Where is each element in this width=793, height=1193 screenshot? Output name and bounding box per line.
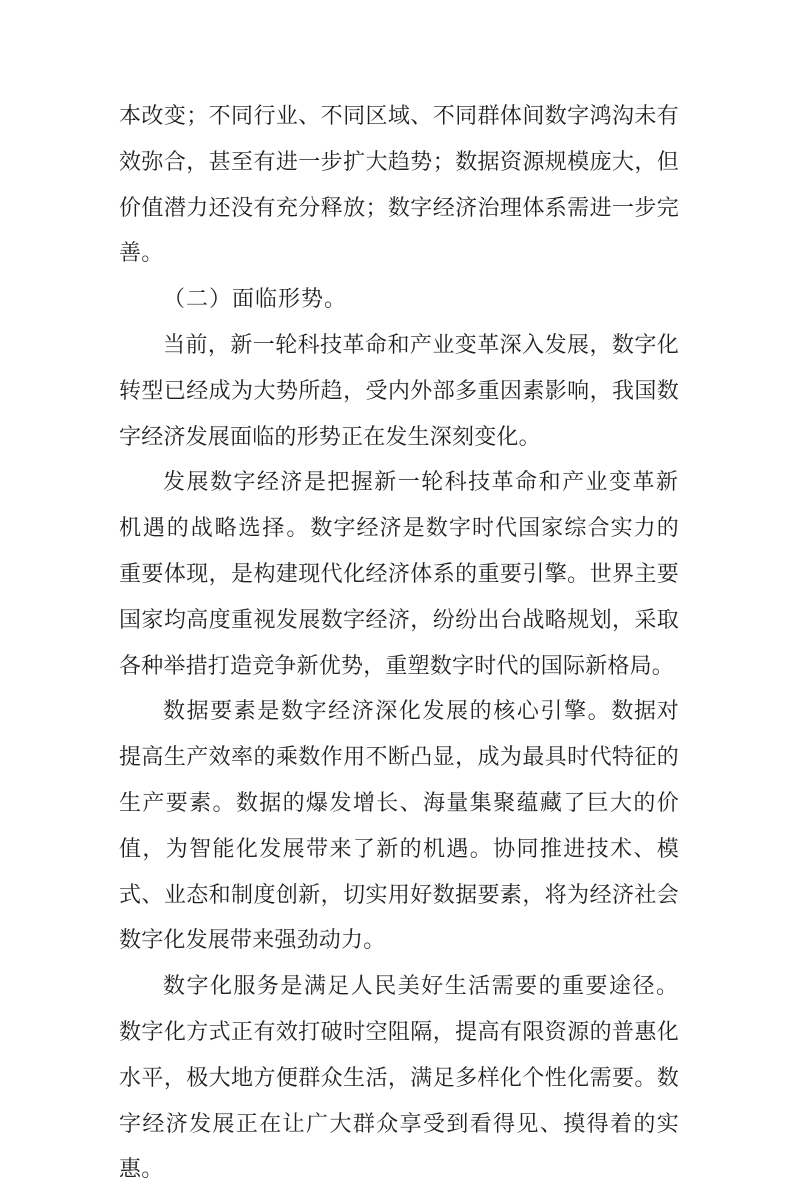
document-body: [119, 94, 679, 1193]
paragraph-continuation: [119, 94, 679, 277]
paragraph-digital-services: [119, 964, 679, 1193]
paragraph-lead-sentence: 数据要素是数字经济深化发展的核心引擎。: [163, 699, 612, 725]
section-heading-text: （二）面临形势。: [163, 287, 348, 313]
paragraph-text: 本改变；不同行业、不同区域、不同群体间数字鸿沟未有效弥合，甚至有进一步扩大趋势；数据资源规模庞大，但价值潜力还没有充分释放；数字经济治理体系需进一步完善。: [119, 104, 679, 267]
paragraph-current-situation: [119, 323, 679, 460]
paragraph-text: 数据对提高生产效率的乘数作用不断凸显，成为最具时代特征的生产要素。数据的爆发增长、海量集聚蕴藏了巨大的价值，为智能化发展带来了新的机遇。协同推进技术、模式、业态和制度创新，切实用好数据要素，将为经济社会数字化发展带来强劲动力。: [119, 699, 679, 954]
paragraph-lead-sentence: 数字化服务是满足人民美好生活需要的重要途径。: [163, 974, 679, 1000]
section-heading: [119, 277, 679, 323]
paragraph-lead-sentence: 发展数字经济是把握新一轮科技革命和产业变革新机遇的战略选择。: [119, 470, 679, 542]
paragraph-text: 当前，新一轮科技革命和产业变革深入发展，数字化转型已经成为大势所趋，受内外部多重因素影响，我国数字经济发展面临的形势正在发生深刻变化。: [119, 332, 679, 450]
paragraph-strategic-choice: [119, 460, 679, 689]
paragraph-data-elements: [119, 689, 679, 964]
paragraph-text: 数字经济是数字时代国家综合实力的重要体现，是构建现代化经济体系的重要引擎。世界主要国家均高度重视发展数字经济，纷纷出台战略规划，采取各种举措打造竞争新优势，重塑数字时代的国际新格局。: [119, 516, 679, 679]
paragraph-text: 数字化方式正有效打破时空阻隔，提高有限资源的普惠化水平，极大地方便群众生活，满足多样化个性化需要。数字经济发展正在让广大群众享受到看得见、摸得着的实惠。: [119, 1019, 679, 1183]
